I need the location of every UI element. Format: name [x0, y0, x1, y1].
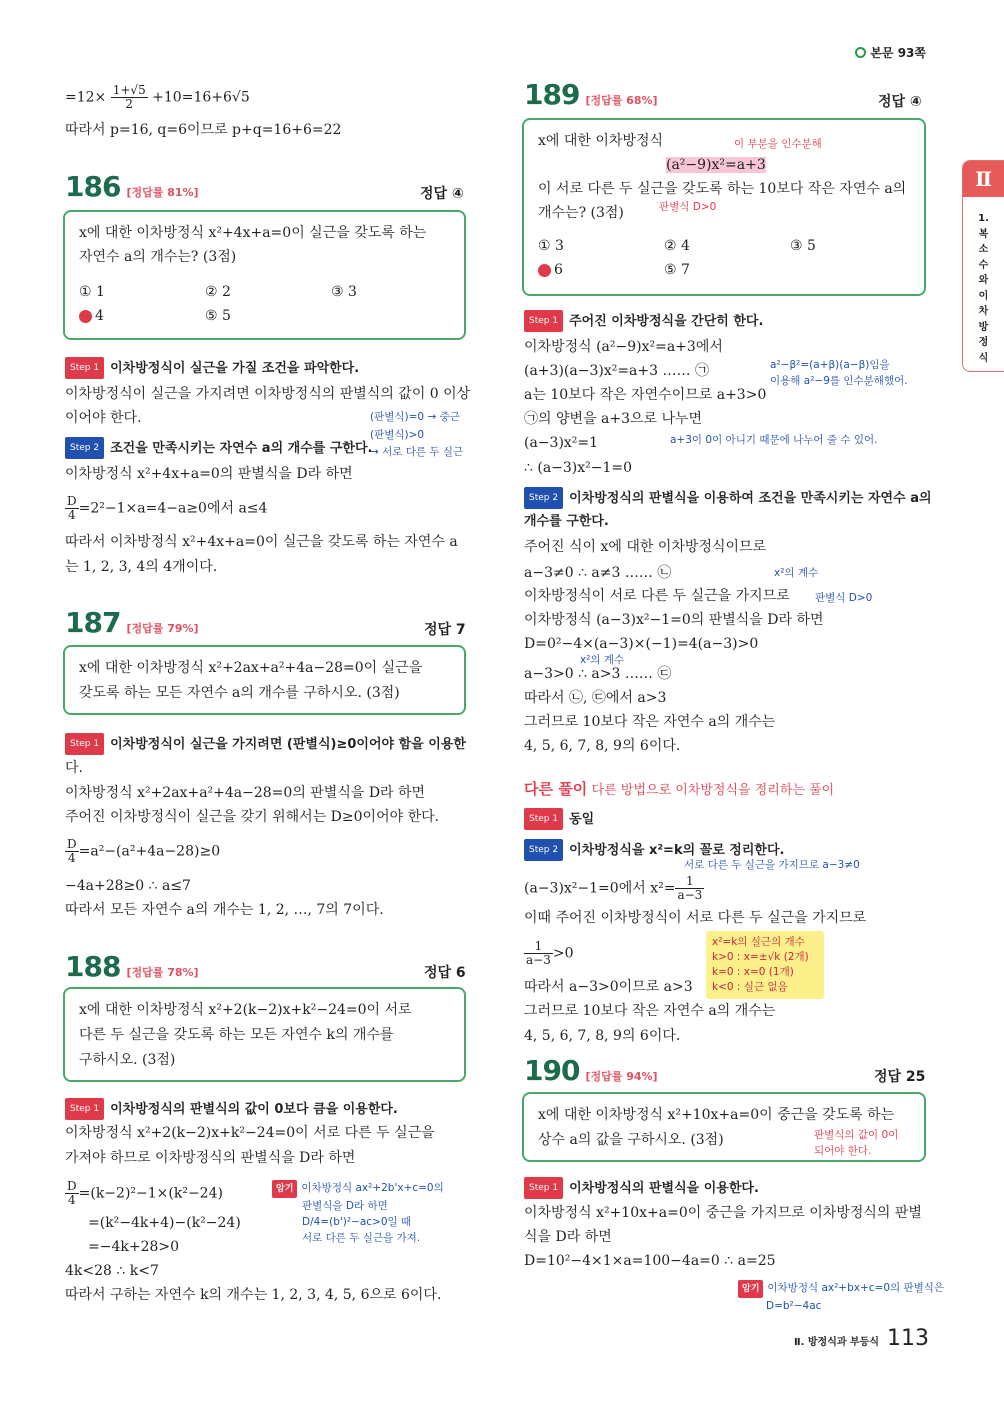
- problem-186-answer: 정답 ④: [420, 186, 464, 202]
- page-reference: 본문 93쪽: [855, 44, 926, 61]
- checkmark-icon: [538, 264, 551, 277]
- problem-190-header: 190 [정답률 94%]: [524, 1054, 658, 1087]
- problem-186-header: 186 [정답률 81%]: [65, 170, 199, 203]
- problem-189-box: x에 대한 이차방정식 이 부분을 인수분해 (a²−9)x²=a+3 이 서로 다른 두 실근을 갖도록 하는 10보다 작은 자연수 a의 개수는? (3점) 판별식 D>0 ① 3 ② 4 ③ 5 6 ⑤ 7: [522, 118, 926, 296]
- problem-187-answer: 정답 7: [424, 622, 466, 638]
- problem-190-answer: 정답 25: [874, 1069, 926, 1085]
- problem-186-box: x에 대한 이차방정식 x²+4x+a=0이 실근을 갖도록 하는 자연수 a의 개수는? (3점) ① 1 ② 2 ③ 3 4 ⑤ 5: [63, 210, 466, 340]
- p186-step2: Step 2 조건을 만족시키는 자연수 a의 개수를 구한다.: [65, 437, 372, 459]
- intro-line-2: 따라서 p=16, q=6이므로 p+q=16+6=22: [65, 122, 342, 138]
- page-number: 113: [887, 1326, 929, 1351]
- alternative-solution-header: 다른 풀이 다른 방법으로 이차방정식을 정리하는 풀이: [524, 780, 835, 798]
- problem-188-box: x에 대한 이차방정식 x²+2(k−2)x+k²−24=0이 서로 다른 두 실근을 갖도록 하는 모든 자연수 k의 개수를 구하시오. (3점): [63, 987, 466, 1082]
- problem-187-box: x에 대한 이차방정식 x²+2ax+a²+4a−28=0이 실근을 갖도록 하는 모든 자연수 a의 개수를 구하시오. (3점): [63, 645, 466, 715]
- problem-187-header: 187 [정답률 79%]: [65, 606, 199, 639]
- problem-190-box: x에 대한 이차방정식 x²+10x+a=0이 중근을 갖도록 하는 상수 a의 값을 구하시오. (3점) 판별식의 값이 0이 되어야 한다.: [522, 1092, 926, 1162]
- p190-memo: 암기 이차방정식 ax²+bx+c=0의 판별식은 D=b²−4ac: [738, 1280, 944, 1314]
- real-root-count-box: x²=k의 실근의 개수 k>0 : x=±√k (2개) k=0 : x=0 (1개) k<0 : 실근 없음: [706, 931, 824, 999]
- problem-188-answer: 정답 6: [424, 965, 466, 981]
- page-footer: Ⅱ. 방정식과 부등식 113: [794, 1326, 929, 1351]
- intro-line-1: =12× $\frac{1+√5}{2}$ +10=16+6√5: [65, 83, 250, 111]
- chapter-title: 1. 복소수와 이차방정식: [978, 213, 989, 364]
- problem-189-answer: 정답 ④: [878, 94, 922, 110]
- problem-189-header: 189 [정답률 68%]: [524, 78, 658, 111]
- p186-step1: Step 1 이차방정식이 실근을 가질 조건을 파악한다.: [65, 357, 359, 379]
- circle-icon: [855, 47, 866, 58]
- chapter-side-tab: [962, 160, 1004, 372]
- chapter-roman: Ⅱ: [963, 161, 1004, 197]
- alt-title: 다른 풀이: [524, 780, 588, 798]
- problem-188-header: 188 [정답률 78%]: [65, 950, 199, 983]
- checkmark-icon: [79, 310, 92, 323]
- p188-memo: 암기 이차방정식 ax²+2b'x+c=0의 판별식을 D라 하면 D/4=(b')²−ac>0일 때 서로 다른 두 실근을 가져.: [272, 1180, 444, 1246]
